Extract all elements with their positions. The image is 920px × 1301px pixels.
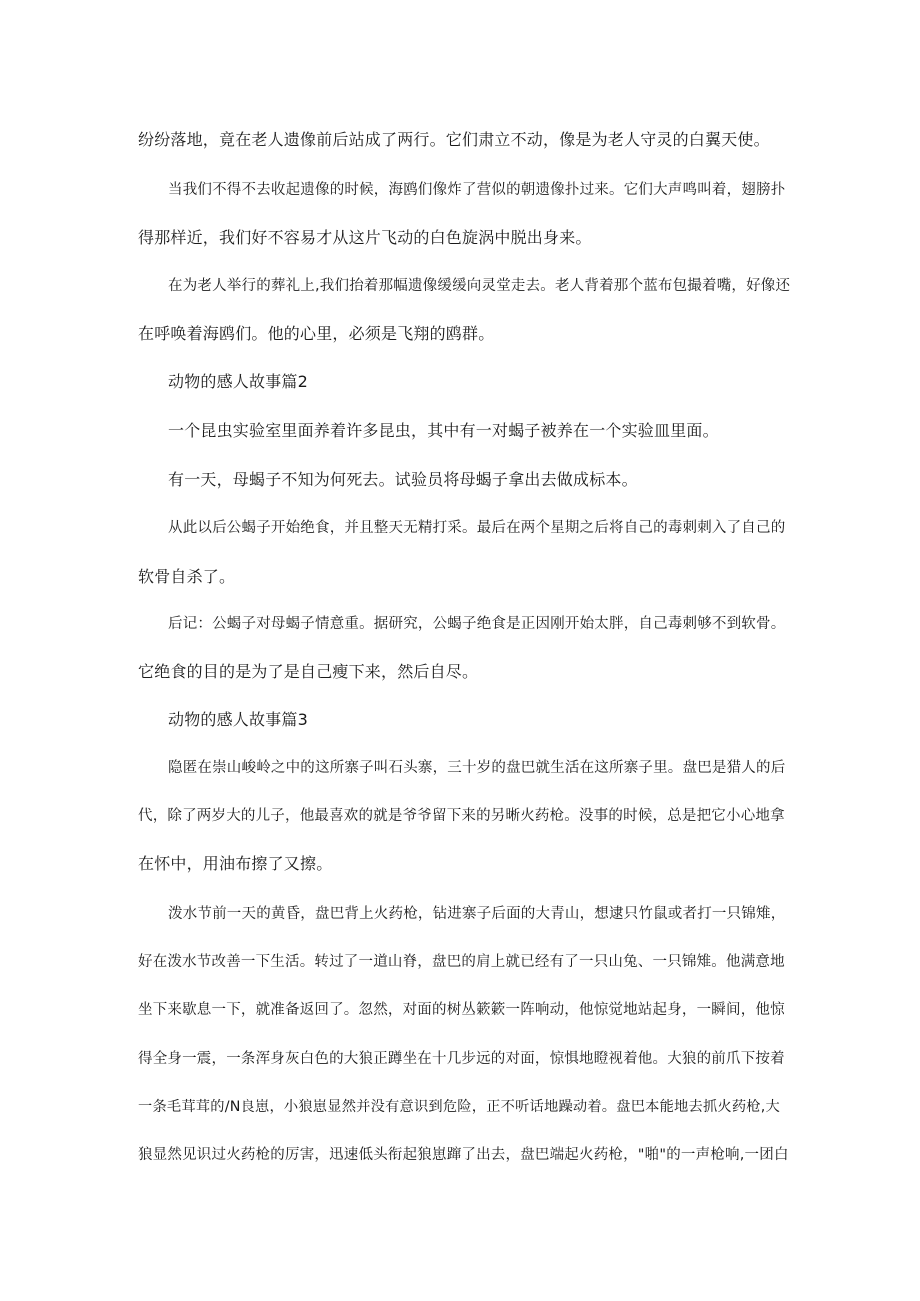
text-line: 代，除了两岁大的儿子，他最喜欢的就是爷爷留下来的另晰火药枪。没事的时候，总是把它小心地拿 [138,808,785,824]
paragraph-start-line: 当我们不得不去收起遗像的时候，海鸥们像炸了营似的朝遗像扑过来。它们大声鸣叫着，翅膀扑 [168,182,786,198]
section-heading: 动物的感人故事篇3 [168,710,308,729]
text-line: 在怀中，用油布擦了又擦。 [138,854,333,873]
text-line: 它绝食的目的是为了是自己瘦下来，然后自尽。 [138,662,479,681]
paragraph-start-line: 泼水节前一天的黄昏，盘巴背上火药枪，钻进寨子后面的大青山，想逮只竹鼠或者打一只锦雉， [168,906,786,922]
paragraph-start-line: 后记：公蝎子对母蝎子情意重。据研究，公蝎子绝食是正因刚开始太胖，自己毒刺够不到软骨。 [168,616,786,632]
section-heading: 动物的感人故事篇2 [168,372,308,391]
text-line: 狼显然见识过火药枪的厉害，迅速低头衔起狼崽蹿了出去，盘巴端起火药枪，"啪"的一声枪响,一团白 [138,1147,789,1163]
text-line: 得全身一震，一条浑身灰白色的大狼正蹲坐在十几步远的对面，惊惧地瞪视着他。大狼的前爪下按着 [138,1051,785,1067]
paragraph-start-line: 从此以后公蝎子开始绝食，并且整天无精打采。最后在两个星期之后将自己的毒刺刺入了自己的 [168,520,786,536]
text-line: 一条毛茸茸的/N良崽，小狼崽显然并没有意识到危险，正不听话地躁动着。盘巴本能地去抓火药枪,大 [138,1099,780,1115]
paragraph-start-line: 在为老人举行的葬礼上,我们抬着那幅遗像缓缓向灵堂走去。老人背着那个蓝布包撮着嘴，好像还 [168,278,791,294]
paragraph-start-line: 隐匿在崇山峻岭之中的这所寨子叫石头寨，三十岁的盘巴就生活在这所寨子里。盘巴是猎人的后 [168,760,786,776]
paragraph-start-line: 有一天，母蝎子不知为何死去。试验员将母蝎子拿出去做成标本。 [168,470,638,489]
text-line: 得那样近，我们好不容易才从这片飞动的白色旋涡中脱出身来。 [138,228,592,247]
text-line: 好在泼水节改善一下生活。转过了一道山脊，盘巴的肩上就已经有了一只山兔、一只锦雉。他满意地 [138,954,785,970]
text-line: 软骨自杀了。 [138,567,236,586]
text-line: 在呼唤着海鸥们。他的心里，必须是飞翔的鸥群。 [138,324,495,343]
text-line: 纷纷落地，竟在老人遗像前后站成了两行。它们肃立不动，像是为老人守灵的白翼天使。 [138,130,770,149]
text-line: 坐下来歇息一下，就准备返回了。忽然，对面的树丛簌簌一阵响动，他惊觉地站起身，一瞬间，他惊 [138,1002,785,1018]
paragraph-start-line: 一个昆虫实验室里面养着许多昆虫，其中有一对蝎子被养在一个实验皿里面。 [168,421,719,440]
